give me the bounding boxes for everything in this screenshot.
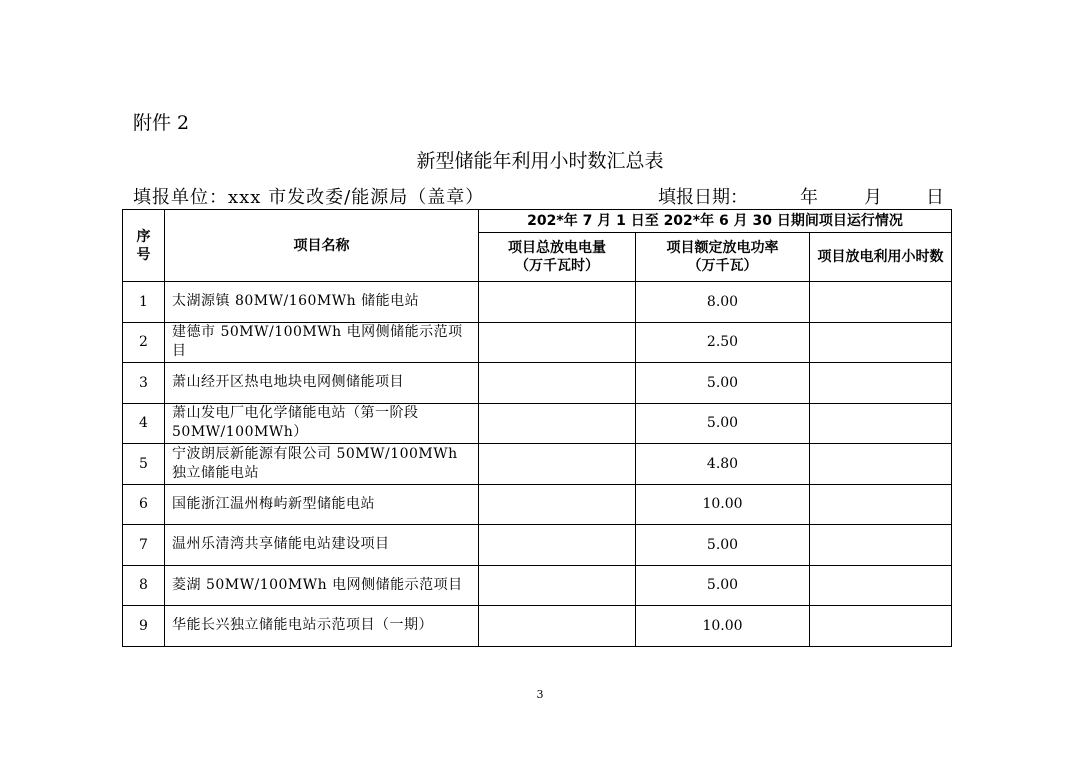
row-hours	[810, 565, 952, 606]
table-row	[123, 525, 952, 566]
col-header-name: 项目名称	[165, 210, 479, 282]
table-row	[123, 282, 952, 323]
col-header-energy-line1: 项目总放电电量	[508, 240, 606, 256]
row-power: 4.80	[636, 444, 810, 485]
fill-date	[658, 183, 948, 207]
col-header-hours: 项目放电利用小时数	[810, 233, 952, 282]
row-seq: 7	[123, 525, 165, 566]
row-seq: 6	[123, 484, 165, 525]
col-header-energy	[479, 233, 636, 282]
table-row	[123, 322, 952, 363]
page-title: 新型储能年利用小时数汇总表	[416, 150, 664, 172]
row-project-name: 萧山发电厂电化学储能电站（第一阶段 50MW/100MWh）	[165, 403, 479, 444]
day-label: 日	[926, 187, 944, 208]
row-project-name: 太湖源镇 80MW/160MWh 储能电站	[165, 282, 479, 323]
year-label: 年	[800, 187, 818, 208]
row-energy	[479, 484, 636, 525]
row-power: 5.00	[636, 525, 810, 566]
row-hours	[810, 484, 952, 525]
row-project-name: 温州乐清湾共享储能电站建设项目	[165, 525, 479, 566]
row-seq: 3	[123, 363, 165, 404]
row-hours	[810, 282, 952, 323]
table-row	[123, 403, 952, 444]
attachment-label: 附件 2	[133, 112, 190, 134]
row-hours	[810, 322, 952, 363]
table-row	[123, 363, 952, 404]
row-power: 5.00	[636, 565, 810, 606]
table-row	[123, 565, 952, 606]
col-header-energy-line2: （万千瓦时）	[515, 258, 599, 274]
row-seq: 5	[123, 444, 165, 485]
table-row	[123, 484, 952, 525]
table-row	[123, 444, 952, 485]
table-row	[123, 606, 952, 647]
row-energy	[479, 322, 636, 363]
fill-date-label: 填报日期：	[658, 187, 748, 208]
row-project-name: 建德市 50MW/100MWh 电网侧储能示范项目	[165, 322, 479, 363]
row-hours	[810, 606, 952, 647]
row-project-name: 国能浙江温州梅屿新型储能电站	[165, 484, 479, 525]
row-hours	[810, 444, 952, 485]
col-header-power	[636, 233, 810, 282]
row-project-name: 萧山经开区热电地块电网侧储能项目	[165, 363, 479, 404]
row-seq: 2	[123, 322, 165, 363]
period-header: 202*年 7 月 1 日至 202*年 6 月 30 日期间项目运行情况	[479, 210, 952, 233]
row-seq: 8	[123, 565, 165, 606]
row-power: 10.00	[636, 484, 810, 525]
row-energy	[479, 525, 636, 566]
month-label: 月	[864, 187, 882, 208]
page-number: 3	[536, 688, 544, 701]
row-hours	[810, 363, 952, 404]
row-hours	[810, 403, 952, 444]
summary-table	[122, 209, 952, 647]
row-energy	[479, 444, 636, 485]
row-power: 8.00	[636, 282, 810, 323]
row-power: 5.00	[636, 363, 810, 404]
col-header-seq: 序号	[123, 210, 165, 282]
row-energy	[479, 565, 636, 606]
row-seq: 1	[123, 282, 165, 323]
row-hours	[810, 525, 952, 566]
filler-unit-label: 填报单位：xxx 市发改委/能源局（盖章）	[133, 187, 485, 208]
row-energy	[479, 282, 636, 323]
row-power: 10.00	[636, 606, 810, 647]
row-power: 5.00	[636, 403, 810, 444]
row-seq: 4	[123, 403, 165, 444]
row-project-name: 宁波朗辰新能源有限公司 50MW/100MWh 独立储能电站	[165, 444, 479, 485]
row-power: 2.50	[636, 322, 810, 363]
row-energy	[479, 606, 636, 647]
row-seq: 9	[123, 606, 165, 647]
col-header-power-line2: （万千瓦）	[687, 258, 758, 274]
col-header-power-line1: 项目额定放电功率	[666, 240, 779, 256]
row-project-name: 菱湖 50MW/100MWh 电网侧储能示范项目	[165, 565, 479, 606]
row-project-name: 华能长兴独立储能电站示范项目（一期）	[165, 606, 479, 647]
row-energy	[479, 403, 636, 444]
row-energy	[479, 363, 636, 404]
